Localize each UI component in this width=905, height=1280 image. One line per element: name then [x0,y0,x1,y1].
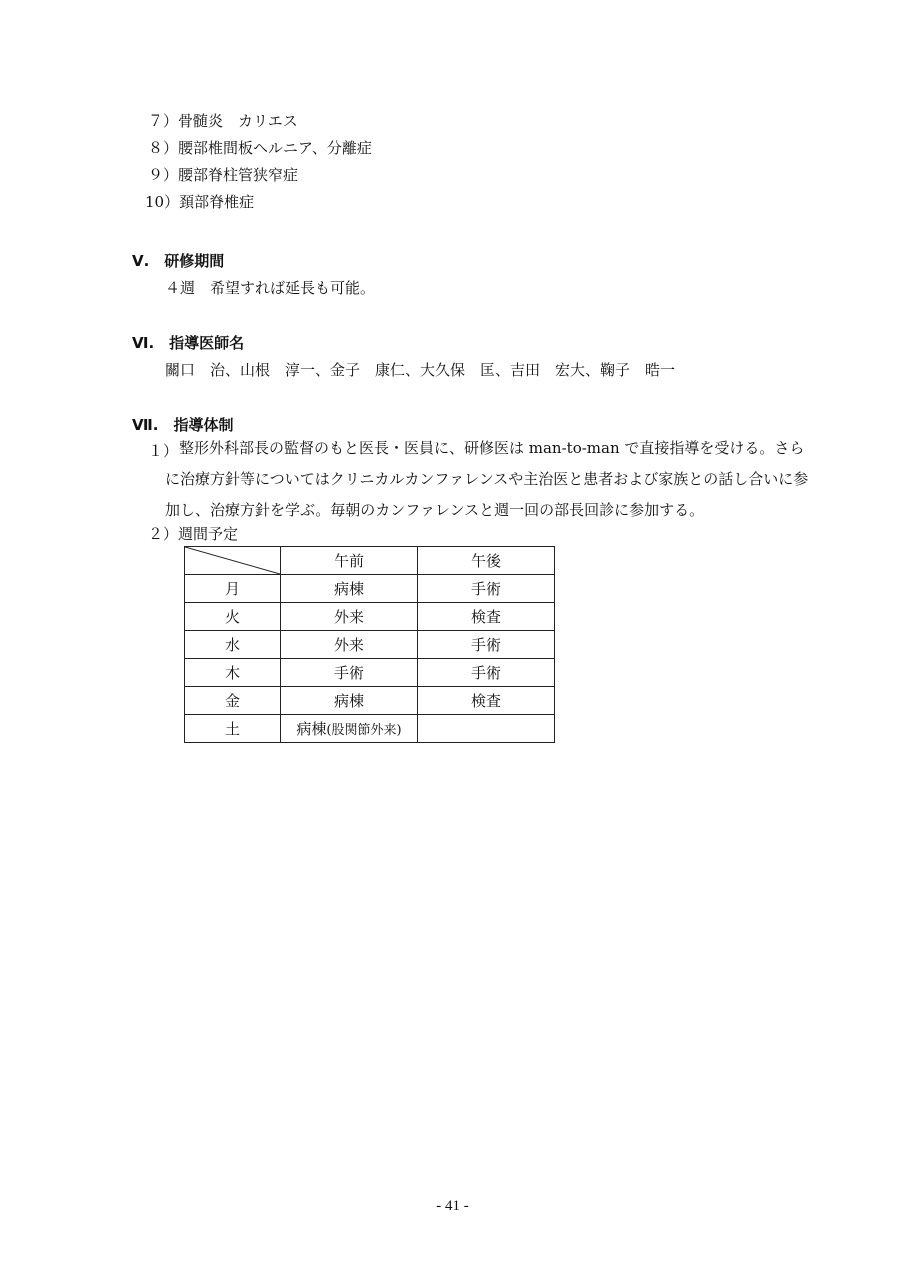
pm-cell: 手術 [418,659,555,687]
section-heading-instructors: Ⅵ. 指導医師名 [132,334,245,352]
table-header-row [185,547,555,575]
am-cell: 外来 [281,631,418,659]
section-heading-period: Ⅴ. 研修期間 [132,252,225,270]
table-corner-cell [185,547,281,575]
pm-cell: 検査 [418,603,555,631]
list-number: １） [148,442,179,460]
list-number: 10） [145,193,180,211]
page-number: - 41 - [436,1198,469,1214]
list-number: ８） [148,139,179,157]
day-cell: 土 [185,715,281,743]
table-row [185,687,555,715]
am-cell-text: 病棟 [296,720,327,738]
pm-cell: 手術 [418,631,555,659]
pm-cell: 検査 [418,687,555,715]
column-header-pm: 午後 [418,547,555,575]
column-header-am: 午前 [281,547,418,575]
table-row [185,659,555,687]
list-number: ７） [148,112,179,130]
weekly-schedule-table [184,546,555,743]
list-number: ２） [148,525,179,543]
list-item [148,135,372,162]
am-cell: 病棟 [281,687,418,715]
list-text: 頚部脊椎症 [179,193,255,211]
am-cell-note: (股関節外来) [326,723,402,738]
diagonal-line [185,547,280,574]
section-body-instructors: 關口 治、山根 淳一、金子 康仁、大久保 匡、吉田 宏大、鞠子 晧一 [165,361,676,379]
section-heading-system: Ⅶ. 指導体制 [132,416,234,434]
table-row [185,715,555,743]
day-cell: 水 [185,631,281,659]
list-text: 骨髄炎 カリエス [178,112,298,130]
list-item [148,162,298,189]
pm-cell [418,715,555,743]
day-cell: 月 [185,575,281,603]
pm-cell: 手術 [418,575,555,603]
day-cell: 金 [185,687,281,715]
day-cell: 火 [185,603,281,631]
list-text: 腰部椎間板ヘルニア、分離症 [178,139,372,157]
am-cell: 手術 [281,659,418,687]
schedule-caption: 週間予定 [178,525,239,543]
table-row [185,575,555,603]
list-item [148,108,298,135]
list-number: ９） [148,166,179,184]
list-item [148,523,238,544]
day-cell: 木 [185,659,281,687]
section-body-period: ４週 希望すれば延長も可能。 [165,279,376,297]
table-row [185,631,555,659]
table-row [185,603,555,631]
am-cell [281,715,418,743]
am-cell: 外来 [281,603,418,631]
list-text: 腰部脊柱管狭窄症 [178,166,299,184]
section-body-system: 整形外科部長の監督のもと医長・医員に、研修医は man-to-man で直接指導を受ける。さらに治療方針等についてはクリニカルカンファレンスや主治医と患者および家族との話し合いに参加し、治療方針を学ぶ。毎朝のカンファレンスと週一回の部長回診に参加する。 [165,439,809,519]
list-item [145,189,254,216]
am-cell: 病棟 [281,575,418,603]
